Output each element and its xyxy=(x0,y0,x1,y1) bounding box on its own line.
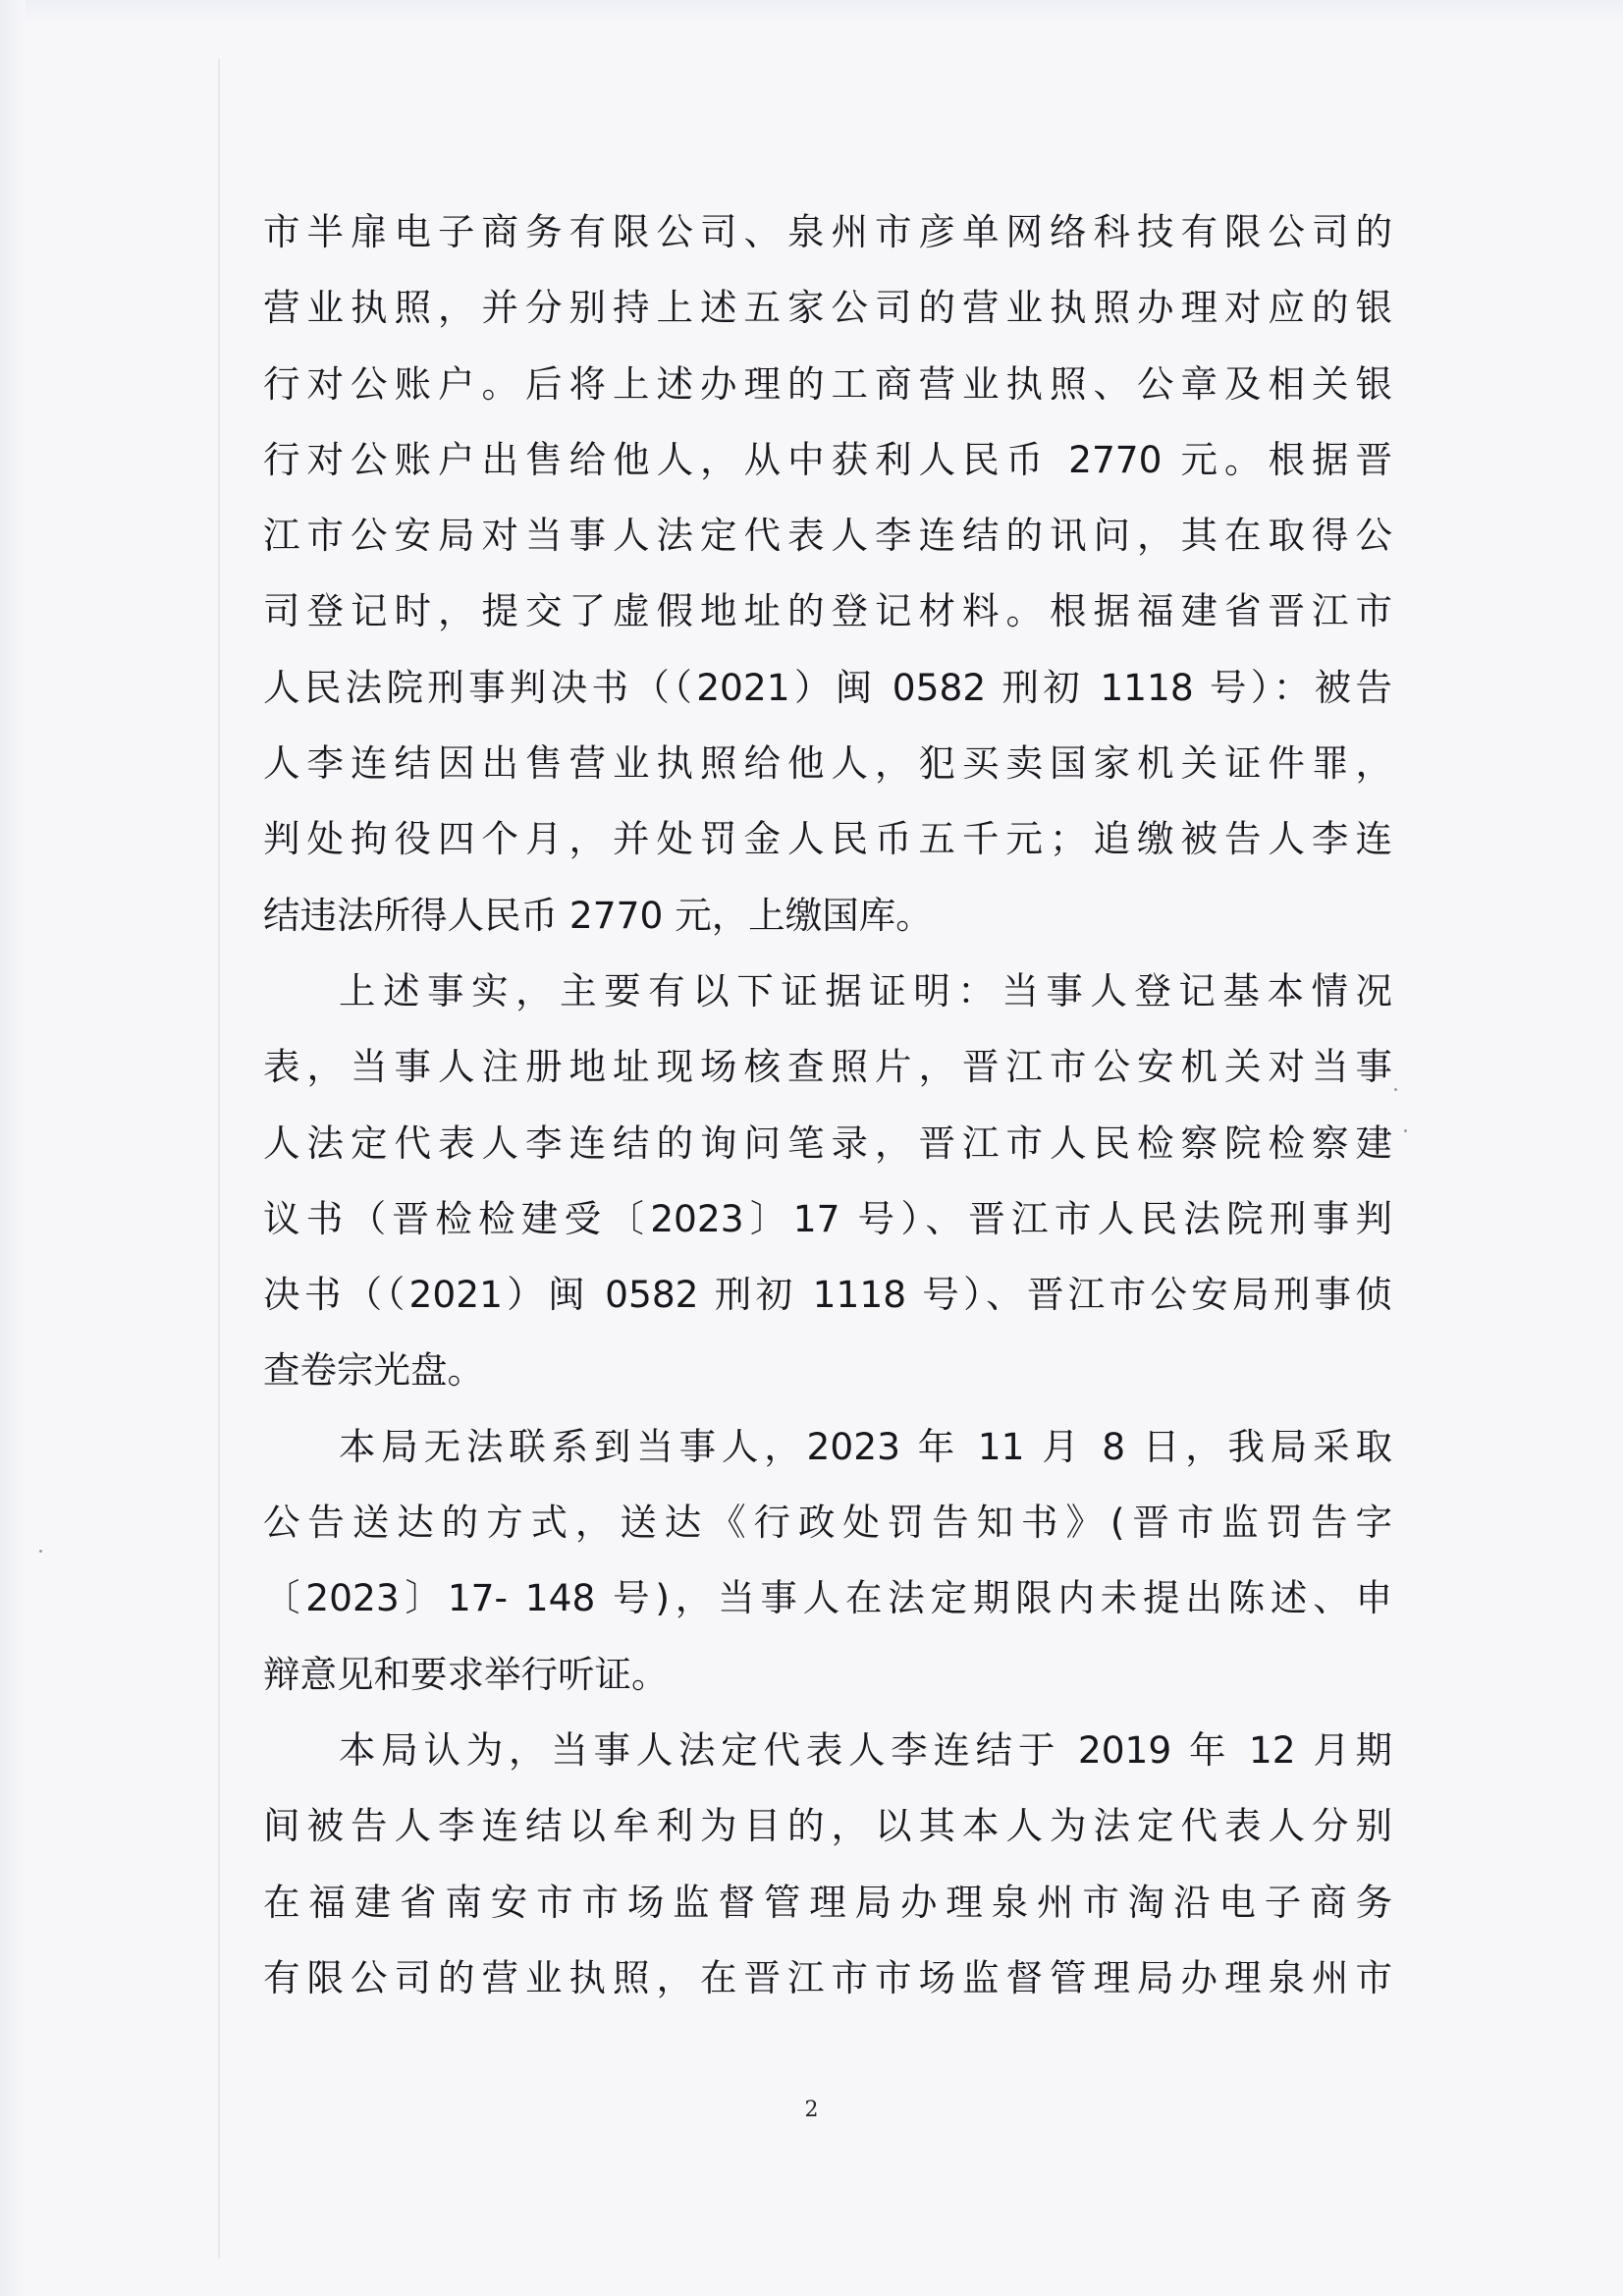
text-line: 间被告人李连结以牟利为目的，以其本人为法定代表人分别 xyxy=(263,1804,1392,1848)
text-line: 市半扉电子商务有限公司、泉州市彦单网络科技有限公司的 xyxy=(263,210,1392,253)
text-line: 查卷宗光盘。 xyxy=(263,1348,484,1393)
text-line: 行对公账户。后将上述办理的工商营业执照、公章及相关银 xyxy=(263,361,1392,406)
text-line: 人民法院刑事判决书（（2021）闽 0582 刑初 1118 号）：被告 xyxy=(263,665,1392,709)
text-line: 在福建省南安市市场监督管理局办理泉州市淘沿电子商务 xyxy=(263,1880,1392,1924)
text-line: 人法定代表人李连结的询问笔录，晋江市人民检察院检察建 xyxy=(263,1121,1392,1165)
text-line: 江市公安局对当事人法定代表人李连结的讯问，其在取得公 xyxy=(263,514,1392,558)
text-line: 营业执照，并分别持上述五家公司的营业执照办理对应的银 xyxy=(263,286,1392,330)
scan-edge-left xyxy=(0,0,26,2296)
text-line: 〔2023〕17- 148 号)，当事人在法定期限内未提出陈述、申 xyxy=(263,1576,1392,1620)
scan-speck xyxy=(1404,1129,1407,1132)
paragraph-start-line: 上述事实，主要有以下证据证明：当事人登记基本情况 xyxy=(339,968,1392,1012)
document-body xyxy=(263,194,1392,2016)
paragraph-start-line: 本局无法联系到当事人，2023 年 11 月 8 日，我局采取 xyxy=(339,1424,1392,1468)
text-line: 辩意见和要求举行听证。 xyxy=(263,1652,669,1696)
page-number: 2 xyxy=(804,2098,819,2122)
text-line: 人李连结因出售营业执照给他人，犯买卖国家机关证件罪， xyxy=(263,741,1392,786)
text-line: 结违法所得人民币 2770 元，上缴国库。 xyxy=(263,893,933,937)
text-line: 议书（晋检检建受〔2023〕17 号）、晋江市人民法院刑事判 xyxy=(263,1196,1392,1240)
text-line: 表，当事人注册地址现场核查照片，晋江市公安机关对当事 xyxy=(263,1045,1392,1089)
text-line: 判处拘役四个月，并处罚金人民币五千元；追缴被告人李连 xyxy=(263,817,1392,861)
scan-edge-top xyxy=(0,0,1623,22)
text-line: 司登记时，提交了虚假地址的登记材料。根据福建省晋江市 xyxy=(263,589,1392,633)
text-line: 行对公账户出售给他人，从中获利人民币 2770 元。根据晋 xyxy=(263,437,1392,481)
scan-speck xyxy=(39,1550,42,1553)
paper-fold-line xyxy=(218,59,220,2259)
paragraph-start-line: 本局认为，当事人法定代表人李连结于 2019 年 12 月期 xyxy=(339,1727,1392,1772)
text-line: 决书（（2021）闽 0582 刑初 1118 号）、晋江市公安局刑事侦 xyxy=(263,1273,1392,1317)
scan-speck xyxy=(1394,1088,1397,1091)
text-line: 公告送达的方式，送达《行政处罚告知书》(晋市监罚告字 xyxy=(263,1501,1392,1545)
text-line: 有限公司的营业执照，在晋江市市场监督管理局办理泉州市 xyxy=(263,1955,1392,1999)
